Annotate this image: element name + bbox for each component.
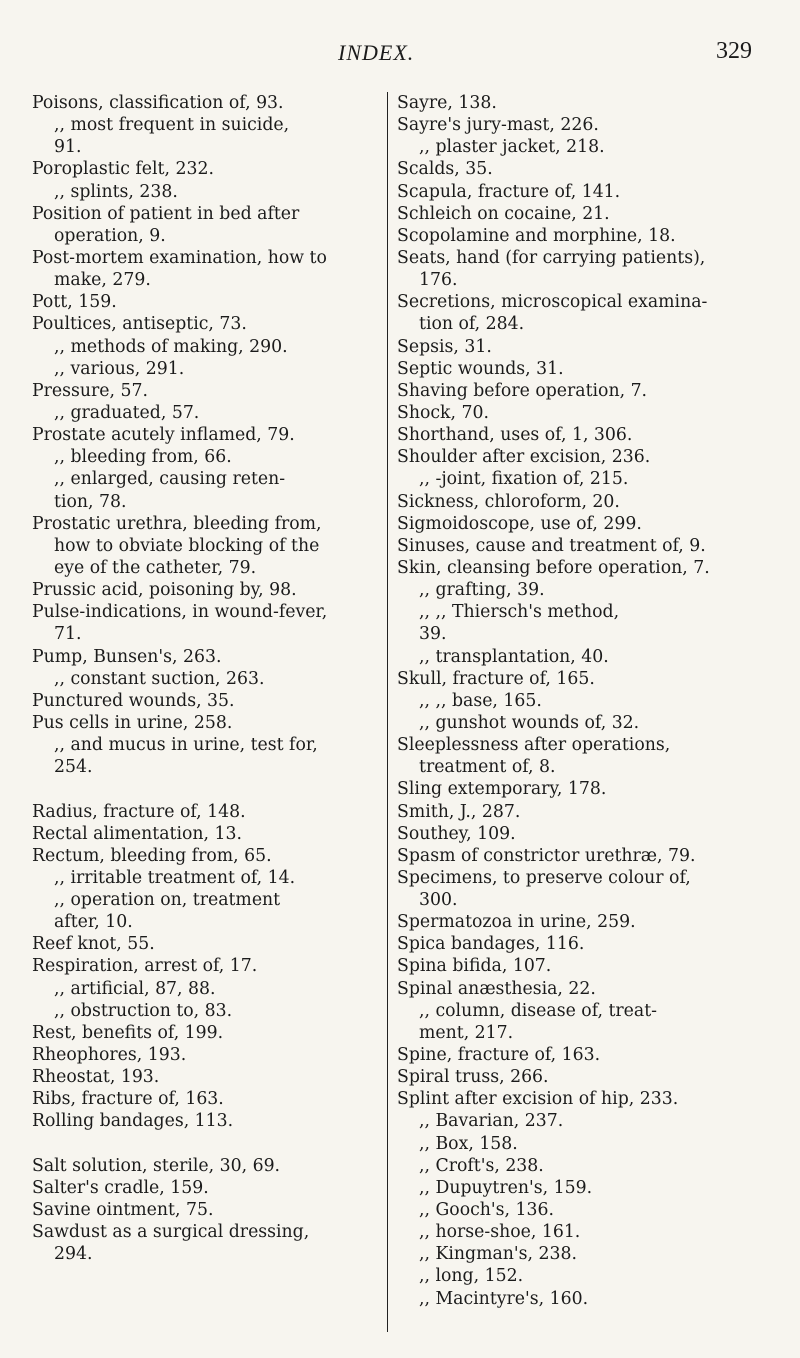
index-entry-continuation: 91.	[54, 137, 82, 158]
index-entry-continuation: how to obviate blocking of the	[54, 535, 320, 556]
index-entry-continuation: 254.	[54, 757, 93, 778]
index-subentry: ,, various, 291.	[54, 358, 185, 379]
index-entry: Savine ointment, 75.	[32, 1200, 214, 1221]
index-entry: Secretions, microscopical examina-	[397, 292, 708, 313]
index-entry: Rheophores, 193.	[32, 1045, 187, 1066]
index-subentry: ,, Kingman's, 238.	[419, 1244, 578, 1265]
index-entry: Sinuses, cause and treatment of, 9.	[397, 535, 706, 556]
index-subentry: ,, constant suction, 263.	[54, 668, 265, 689]
index-entry: Sigmoidoscope, use of, 299.	[397, 513, 642, 534]
index-entry: Rectal alimentation, 13.	[32, 823, 243, 844]
index-entry: Scalds, 35.	[397, 159, 493, 180]
index-entry: Spine, fracture of, 163.	[397, 1045, 601, 1066]
index-entry: Salt solution, sterile, 30, 69.	[32, 1155, 281, 1176]
index-column-right	[397, 92, 772, 1310]
index-column-left	[32, 92, 382, 1265]
index-subentry: ,, and mucus in urine, test for,	[54, 735, 318, 756]
index-entry: Southey, 109.	[397, 823, 516, 844]
index-entry: Sleeplessness after operations,	[397, 735, 671, 756]
index-entry: Prussic acid, poisoning by, 98.	[32, 580, 297, 601]
index-entry: Specimens, to preserve colour of,	[397, 867, 691, 888]
index-entry: Schleich on cocaine, 21.	[397, 203, 610, 224]
index-entry: Rheostat, 193.	[32, 1067, 160, 1088]
index-subentry: ,, -joint, fixation of, 215.	[419, 469, 629, 490]
page-header	[0, 18, 800, 78]
index-entry: Shaving before operation, 7.	[397, 380, 648, 401]
index-subentry: ,, Bavarian, 237.	[419, 1111, 564, 1132]
index-entry: Radius, fracture of, 148.	[32, 801, 246, 822]
index-entry: Scopolamine and morphine, 18.	[397, 225, 676, 246]
index-subentry: ,, Gooch's, 136.	[419, 1200, 554, 1221]
index-entry: Prostatic urethra, bleeding from,	[32, 513, 322, 534]
index-subentry: ,, most frequent in suicide,	[54, 115, 290, 136]
index-subentry: ,, artificial, 87, 88.	[54, 978, 216, 999]
index-entry-continuation: 71.	[54, 624, 82, 645]
index-entry: Punctured wounds, 35.	[32, 690, 235, 711]
index-entry: Sepsis, 31.	[397, 336, 492, 357]
index-entry: Spermatozoa in urine, 259.	[397, 912, 636, 933]
running-title: INDEX.	[338, 40, 415, 65]
index-entry: Sayre, 138.	[397, 93, 497, 113]
index-entry: Position of patient in bed after	[32, 203, 300, 224]
index-subentry: ,, ,, base, 165.	[419, 690, 542, 711]
index-subentry: ,, obstruction to, 83.	[54, 1000, 233, 1021]
index-entry: Pus cells in urine, 258.	[32, 712, 233, 733]
index-subentry: ,, enlarged, causing reten-	[54, 469, 286, 490]
page-number: 329	[716, 38, 752, 64]
index-entry: Post-mortem examination, how to	[32, 247, 327, 268]
index-entry-continuation: after, 10.	[54, 912, 133, 933]
section-gap	[32, 1133, 382, 1155]
index-entry: Shorthand, uses of, 1, 306.	[397, 425, 633, 446]
index-entry: Pott, 159.	[32, 292, 117, 313]
index-entry: Reef knot, 55.	[32, 934, 155, 955]
index-entry-continuation: 39.	[419, 624, 447, 645]
index-subentry: ,, operation on, treatment	[54, 890, 281, 911]
index-entry-continuation: 300.	[419, 890, 458, 911]
index-subentry: ,, Croft's, 238.	[419, 1155, 544, 1176]
index-entry: Sayre's jury-mast, 226.	[397, 115, 599, 136]
section-gap	[32, 778, 382, 800]
index-entry: Shock, 70.	[397, 402, 489, 423]
column-divider	[387, 92, 388, 1332]
index-entry: Spica bandages, 116.	[397, 934, 585, 955]
index-entry: Respiration, arrest of, 17.	[32, 956, 258, 977]
index-entry: Pulse-indications, in wound-fever,	[32, 602, 328, 623]
index-entry: Rectum, bleeding from, 65.	[32, 845, 272, 866]
index-entry: Skin, cleansing before operation, 7.	[397, 557, 710, 578]
index-subentry: ,, plaster jacket, 218.	[419, 137, 605, 158]
index-entry-continuation: 176.	[419, 270, 458, 291]
index-subentry: ,, gunshot wounds of, 32.	[419, 712, 640, 733]
index-entry-continuation: tion, 78.	[54, 491, 127, 512]
index-entry: Poisons, classification of, 93.	[32, 93, 284, 113]
index-entry: Pressure, 57.	[32, 380, 148, 401]
index-entry: Rolling bandages, 113.	[32, 1111, 234, 1132]
index-entry-continuation: 294.	[54, 1244, 93, 1265]
index-subentry: ,, bleeding from, 66.	[54, 447, 232, 468]
index-entry: Ribs, fracture of, 163.	[32, 1089, 224, 1110]
index-entry: Shoulder after excision, 236.	[397, 447, 651, 468]
index-subentry: ,, ,, Thiersch's method,	[419, 602, 620, 623]
index-subentry: ,, transplantation, 40.	[419, 646, 609, 667]
index-subentry: ,, Box, 158.	[419, 1133, 518, 1154]
index-subentry: ,, graduated, 57.	[54, 402, 200, 423]
index-subentry: ,, splints, 238.	[54, 181, 178, 202]
index-subentry: ,, Macintyre's, 160.	[419, 1288, 589, 1309]
index-entry: Rest, benefits of, 199.	[32, 1022, 224, 1043]
index-subentry: ,, Dupuytren's, 159.	[419, 1177, 593, 1198]
index-entry: Spinal anæsthesia, 22.	[397, 978, 596, 999]
index-entry: Sling extemporary, 178.	[397, 779, 607, 800]
index-subentry: ,, column, disease of, treat-	[419, 1000, 657, 1021]
index-subentry: ,, long, 152.	[419, 1266, 524, 1287]
index-entry: Splint after excision of hip, 233.	[397, 1089, 679, 1110]
index-subentry: ,, methods of making, 290.	[54, 336, 288, 357]
index-entry: Poroplastic felt, 232.	[32, 159, 214, 180]
index-entry: Septic wounds, 31.	[397, 358, 564, 379]
index-subentry: ,, irritable treatment of, 14.	[54, 867, 296, 888]
index-entry: Sickness, chloroform, 20.	[397, 491, 620, 512]
index-entry: Spina bifida, 107.	[397, 956, 552, 977]
index-entry-continuation: operation, 9.	[54, 225, 166, 246]
index-entry: Spiral truss, 266.	[397, 1067, 549, 1088]
index-entry: Seats, hand (for carrying patients),	[397, 247, 706, 268]
index-entry: Spasm of constrictor urethræ, 79.	[397, 845, 696, 866]
index-entry-continuation: ment, 217.	[419, 1022, 514, 1043]
index-entry: Skull, fracture of, 165.	[397, 668, 595, 689]
index-entry: Smith, J., 287.	[397, 801, 521, 822]
index-entry: Poultices, antiseptic, 73.	[32, 314, 247, 335]
index-subentry: ,, horse-shoe, 161.	[419, 1222, 581, 1243]
index-entry-continuation: eye of the catheter, 79.	[54, 557, 257, 578]
index-entry: Salter's cradle, 159.	[32, 1177, 209, 1198]
index-entry: Prostate acutely inflamed, 79.	[32, 425, 295, 446]
index-entry-continuation: tion of, 284.	[419, 314, 525, 335]
index-entry-continuation: treatment of, 8.	[419, 757, 556, 778]
index-entry: Pump, Bunsen's, 263.	[32, 646, 222, 667]
index-subentry: ,, grafting, 39.	[419, 580, 545, 601]
index-entry: Scapula, fracture of, 141.	[397, 181, 621, 202]
index-entry: Sawdust as a surgical dressing,	[32, 1222, 310, 1243]
index-entry-continuation: make, 279.	[54, 270, 151, 291]
